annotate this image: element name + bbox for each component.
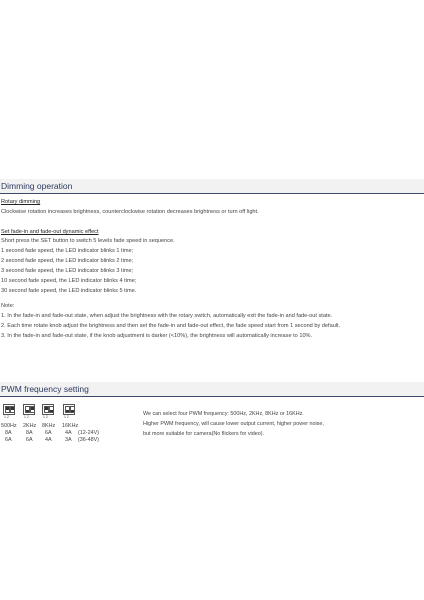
dip-position-label: 1 2 bbox=[64, 415, 69, 419]
freq-label: 500Hz bbox=[1, 423, 17, 429]
pwm-section-title: PWM frequency setting bbox=[1, 384, 89, 394]
fade-line: 2 second fade speed, the LED indicator blinks 2 time; bbox=[1, 258, 134, 264]
current-12-24: 4A bbox=[65, 430, 72, 436]
freq-label: 2KHz bbox=[23, 423, 37, 429]
note-item: 1. In the fade-in and fade-out state, when adjust the brightness with the rotary switch, automatically exit the fade-in and fade-out state. bbox=[1, 313, 333, 319]
current-12-24: 6A bbox=[45, 430, 52, 436]
freq-label: 8KHz bbox=[42, 423, 56, 429]
rotary-text: Clockwise rotation increases brightness, counterclockwise rotation decreases brightness or turn off light. bbox=[1, 209, 259, 215]
note-item: 3. In the fade-in and fade-out state, if the knob adjustment is darker (<10%), the brightness will automatically increase to 10%. bbox=[1, 333, 313, 339]
fade-line: 10 second fade speed, the LED indicator blinks 4 time; bbox=[1, 278, 137, 284]
rotary-heading: Rotary dimming bbox=[1, 199, 41, 205]
fade-line: 1 second fade speed, the LED indicator blinks 1 time; bbox=[1, 248, 134, 254]
pwm-description-line: but more suitable for camera(No flickers for video). bbox=[143, 431, 265, 437]
current-36-48: 6A bbox=[26, 437, 33, 443]
pwm-description-line: We can select four PWM frequency: 500Hz, 2KHz, 8KHz or 16KHz. bbox=[143, 411, 304, 417]
note-item: 2. Each time rotate knob adjust the brightness and then set the fade-in and fade-out effect, the fade speed start from 1 second by default. bbox=[1, 323, 341, 329]
pwm-section-header bbox=[0, 382, 424, 397]
fade-line: 3 second fade speed, the LED indicator blinks 3 time; bbox=[1, 268, 134, 274]
fade-line: Short press the SET button to switch 5 levels fade speed in sequence. bbox=[1, 238, 175, 244]
current-12-24: 8A bbox=[26, 430, 33, 436]
dip-position-label: 1 2 bbox=[43, 415, 48, 419]
dimming-section-title: Dimming operation bbox=[1, 181, 73, 191]
pwm-description-line: Higher PWM frequency, will cause lower output current, higher power noise, bbox=[143, 421, 324, 427]
current-12-24: 8A bbox=[5, 430, 12, 436]
dip-position-label: 1 2 bbox=[4, 415, 9, 419]
dip-position-label: 1 2 bbox=[24, 415, 29, 419]
current-36-48: 3A bbox=[65, 437, 72, 443]
fade-heading: Set fade-in and fade-out dynamic effect bbox=[1, 229, 99, 235]
dimming-section-header bbox=[0, 179, 424, 194]
note-heading: Note: bbox=[1, 303, 15, 309]
voltage-label: (36-48V) bbox=[78, 437, 99, 443]
voltage-label: (12-24V) bbox=[78, 430, 99, 436]
current-36-48: 4A bbox=[45, 437, 52, 443]
fade-line: 30 second fade speed, the LED indicator blinks 5 time. bbox=[1, 288, 137, 294]
current-36-48: 6A bbox=[5, 437, 12, 443]
freq-label: 16KHz bbox=[62, 423, 79, 429]
